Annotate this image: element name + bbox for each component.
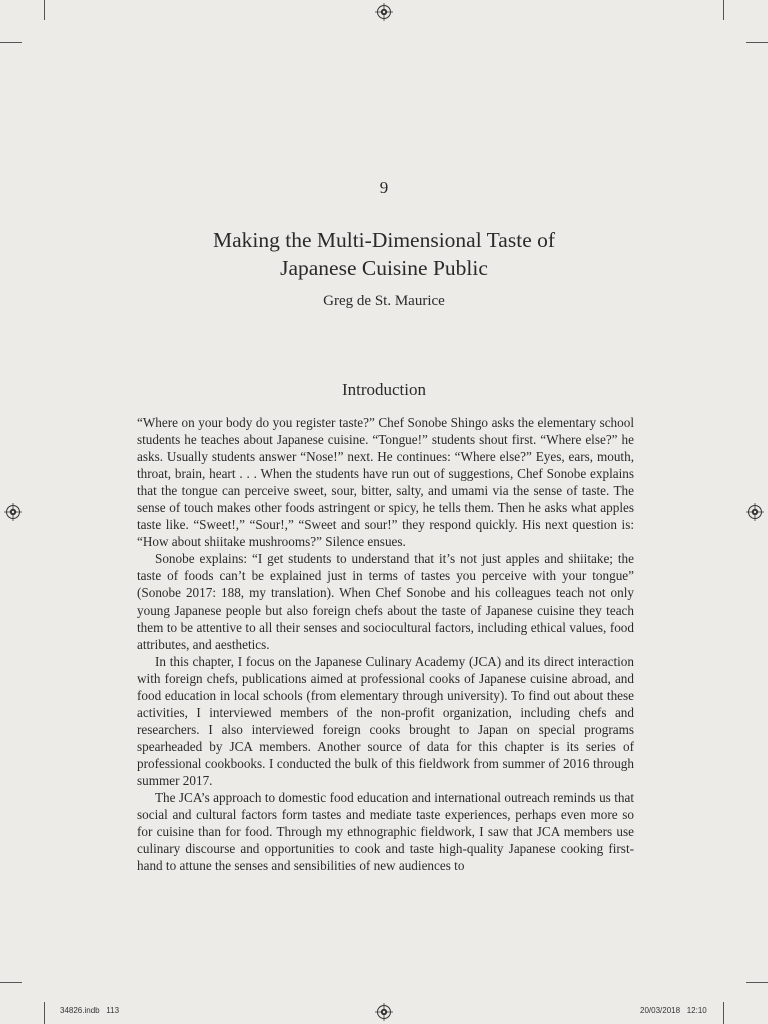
paragraph: Sonobe explains: “I get students to understand that it’s not just apples and shiitake; the taste of foods can’t be explained just in terms of tastes you perceive with your tongue” (Sonobe 2017: 188, my translation). When Chef Sonobe and his colleagues teach not only young Japanese people but also foreign chefs about the taste of Japanese cuisine they teach them to be attentive to all their senses and sociocultural factors, including ethical values, food attributes, and aesthetics.: [137, 551, 634, 652]
chapter-title: [120, 226, 648, 282]
crop-mark-top-right-h: [746, 42, 768, 43]
registration-target-icon: [375, 3, 393, 21]
slug-timestamp: 20/03/2018 12:10: [640, 1006, 707, 1015]
registration-target-icon: [375, 1003, 393, 1021]
body-text: [137, 414, 634, 874]
paragraph: “Where on your body do you register taste?” Chef Sonobe Shingo asks the elementary school students he teaches about Japanese cuisine. “Tongue!” students shout first. “Where else?” he asks. Usually students answer “Nose!” next. He continues: “Where else?” Eyes, ears, mouth, throat, brain, heart . . . When the students have run out of suggestions, Chef Sonobe explains that the tongue can perceive sweet, sour, bitter, salty, and umami via the sense of taste. The sense of touch makes other foods astringent or spicy, he tells them. Then he asks what apples taste like. “Sweet!,” “Sour!,” “Sweet and sour!” they respond quickly. His next question is: “How about shiitake mushrooms?” Silence ensues.: [137, 415, 634, 550]
slug-file-info: 34826.indb 113: [60, 1006, 120, 1015]
crop-mark-top-right-v: [723, 0, 724, 20]
crop-mark-bottom-left-v: [44, 1002, 45, 1024]
registration-target-icon: [746, 503, 764, 521]
chapter-number: 9: [379, 178, 389, 197]
chapter-title-line-1: Making the Multi-Dimensional Taste of: [212, 228, 556, 252]
paragraph: In this chapter, I focus on the Japanese Culinary Academy (JCA) and its direct interaction with foreign chefs, publications aimed at professional cooks of Japanese cuisine abroad, and food education in local schools (from elementary through university). To find out about these activities, I interviewed members of the non-profit organization, including chefs and researchers. I also interviewed foreign cooks brought to Japan on special programs spearheaded by JCA members. Another source of data for this chapter is its series of professional cookbooks. I conducted the bulk of this fieldwork from summer of 2016 through summer 2017.: [137, 653, 634, 788]
section-heading: Introduction: [341, 380, 427, 399]
chapter-title-line-2: Japanese Cuisine Public: [280, 256, 488, 280]
author-name: Greg de St. Maurice: [323, 293, 445, 309]
paragraph: The JCA’s approach to domestic food education and international outreach reminds us that social and cultural factors form tastes and mediate taste experiences, perhaps even more so for cuisine than for food. Through my ethnographic fieldwork, I saw that JCA members use culinary discourse and opportunities to cook and taste high-quality Japanese cooking first-hand to attune the senses and sensibilities of new audiences to: [137, 790, 634, 874]
registration-target-icon: [4, 503, 22, 521]
crop-mark-top-left-v: [44, 0, 45, 20]
crop-mark-bottom-right-v: [723, 1002, 724, 1024]
crop-mark-bottom-left-h: [0, 982, 22, 983]
crop-mark-bottom-right-h: [746, 982, 768, 983]
crop-mark-top-left-h: [0, 42, 22, 43]
